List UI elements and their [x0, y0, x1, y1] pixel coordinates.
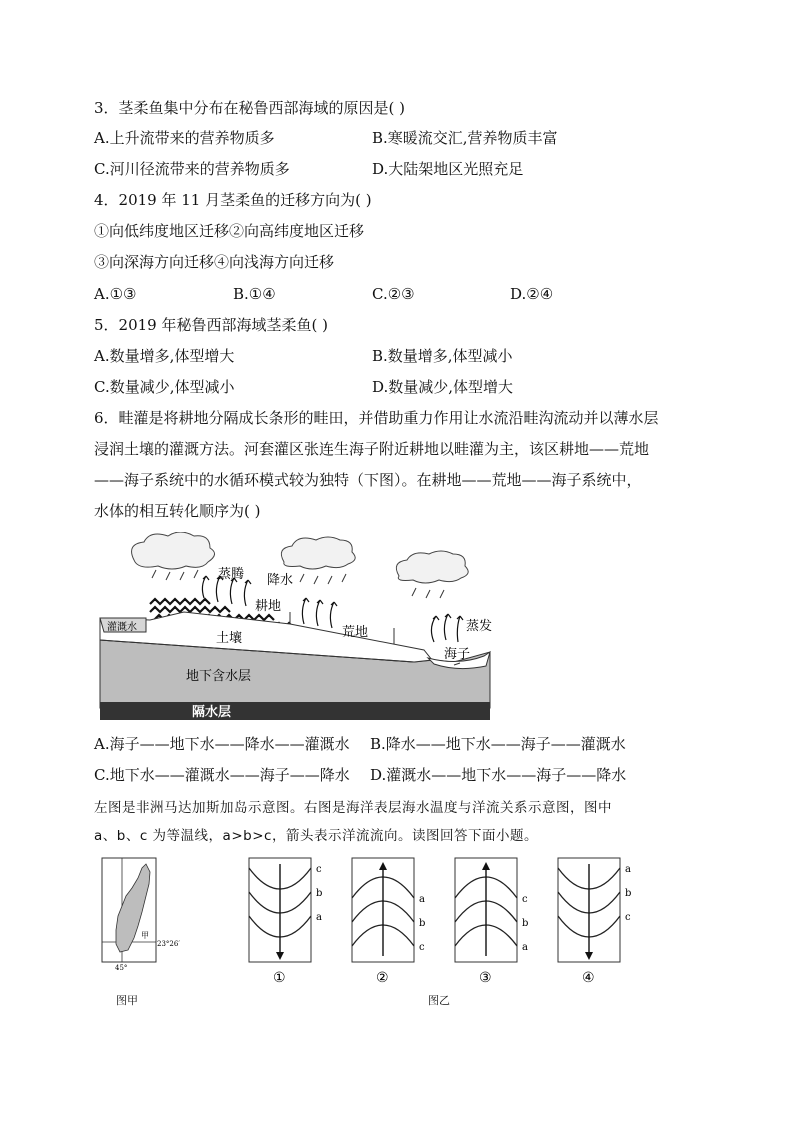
isotherm-label: b: [316, 888, 323, 899]
panel-number: ③: [479, 970, 492, 986]
q6-option-b: B.降水——地下水——海子——灌溉水: [370, 735, 626, 753]
isotherm-label: c: [419, 942, 425, 953]
panel-2: [352, 858, 425, 986]
madagascar-map: [100, 856, 200, 978]
isotherm-label: a: [419, 894, 425, 905]
q6-option-d: D.灌溉水——地下水——海子——降水: [370, 766, 627, 784]
panel-number: ②: [376, 970, 389, 986]
q4-item-2: ③向深海方向迁移④向浅海方向迁移: [94, 253, 335, 271]
q4-item-1: ①向低纬度地区迁移②向高纬度地区迁移: [94, 222, 365, 240]
panel-number: ④: [582, 970, 595, 986]
label-latitude: 23°26′: [157, 940, 180, 948]
label-wasteland: 荒地: [342, 625, 369, 640]
water-cycle-figure: [94, 532, 506, 724]
cloud-left: [132, 532, 215, 569]
cloud-middle: [281, 537, 355, 569]
label-farmland: 耕地: [255, 599, 282, 614]
q3-option-d: D.大陆架地区光照充足: [372, 160, 524, 178]
q4-option-c: C.②③: [372, 285, 415, 303]
q3-option-b: B.寒暖流交汇,营养物质丰富: [372, 129, 558, 147]
q6-line-1: 6．畦灌是将耕地分隔成长条形的畦田，并借助重力作用让水流沿畦沟流动并以薄水层: [94, 409, 659, 427]
q5-stem: 5．2019 年秘鲁西部海域茎柔鱼( ): [94, 316, 328, 334]
q5-option-b: B.数量增多,体型减小: [372, 347, 513, 365]
label-aquiclude: 隔水层: [192, 705, 232, 720]
intro-line-1: 左图是非洲马达加斯加岛示意图。右图是海洋表层海水温度与洋流关系示意图，图中: [94, 800, 612, 816]
label-precipitation: 降水: [267, 573, 294, 588]
label-longitude: 45°: [115, 964, 128, 972]
q3-option-c: C.河川径流带来的营养物质多: [94, 160, 290, 178]
aquiclude-layer: [100, 702, 490, 720]
label-soil: 土壤: [216, 631, 243, 646]
q5-option-d: D.数量减少,体型增大: [372, 378, 514, 396]
panel-1: [249, 858, 322, 986]
fig-b-caption: 图乙: [428, 994, 450, 1007]
panel-number: ①: [273, 970, 286, 986]
panel-3: [455, 858, 528, 986]
q4-option-b: B.①④: [233, 285, 276, 303]
isotherm-label: b: [522, 918, 529, 929]
isotherm-label: b: [419, 918, 426, 929]
q6-line-4: 水体的相互转化顺序为( ): [94, 502, 261, 520]
q6-line-2: 浸润土壤的灌溉方法。河套灌区张连生海子附近耕地以畦灌为主，该区耕地——荒地: [94, 440, 650, 458]
q4-option-a: A.①③: [94, 285, 137, 303]
isotherm-label: b: [625, 888, 632, 899]
fig-a-caption: 图甲: [116, 994, 138, 1007]
current-isotherm-figure: [240, 856, 640, 988]
isotherm-label: c: [522, 894, 528, 905]
q4-stem: 4．2019 年 11 月茎柔鱼的迁移方向为( ): [94, 191, 372, 209]
isotherm-label: a: [316, 912, 322, 923]
label-irrigation-water: 灌溉水: [107, 622, 137, 633]
isotherm-label: a: [625, 864, 631, 875]
q6-option-a: A.海子——地下水——降水——灌溉水: [94, 735, 350, 753]
q6-line-3: ——海子系统中的水循环模式较为独特（下图）。在耕地——荒地——海子系统中，: [94, 471, 642, 489]
q5-option-c: C.数量减少,体型减小: [94, 378, 235, 396]
q5-option-a: A.数量增多,体型增大: [94, 347, 235, 365]
isotherm-label: c: [316, 864, 322, 875]
label-evaporation: 蒸发: [466, 619, 493, 634]
q3-option-a: A.上升流带来的营养物质多: [94, 129, 275, 147]
label-lake: 海子: [444, 647, 471, 662]
label-transpiration: 蒸腾: [218, 567, 245, 582]
panel-4: [558, 858, 631, 986]
label-aquifer: 地下含水层: [186, 669, 252, 684]
cloud-right: [396, 551, 468, 583]
isotherm-label: c: [625, 912, 631, 923]
q4-option-d: D.②④: [510, 285, 554, 303]
isotherm-label: a: [522, 942, 528, 953]
intro-line-2: a、b、c 为等温线，a>b>c，箭头表示洋流流向。读图回答下面小题。: [94, 828, 538, 844]
q3-stem: 3．茎柔鱼集中分布在秘鲁西部海域的原因是( ): [94, 99, 406, 117]
q6-option-c: C.地下水——灌溉水——海子——降水: [94, 766, 350, 784]
label-jia: 甲: [141, 931, 149, 940]
